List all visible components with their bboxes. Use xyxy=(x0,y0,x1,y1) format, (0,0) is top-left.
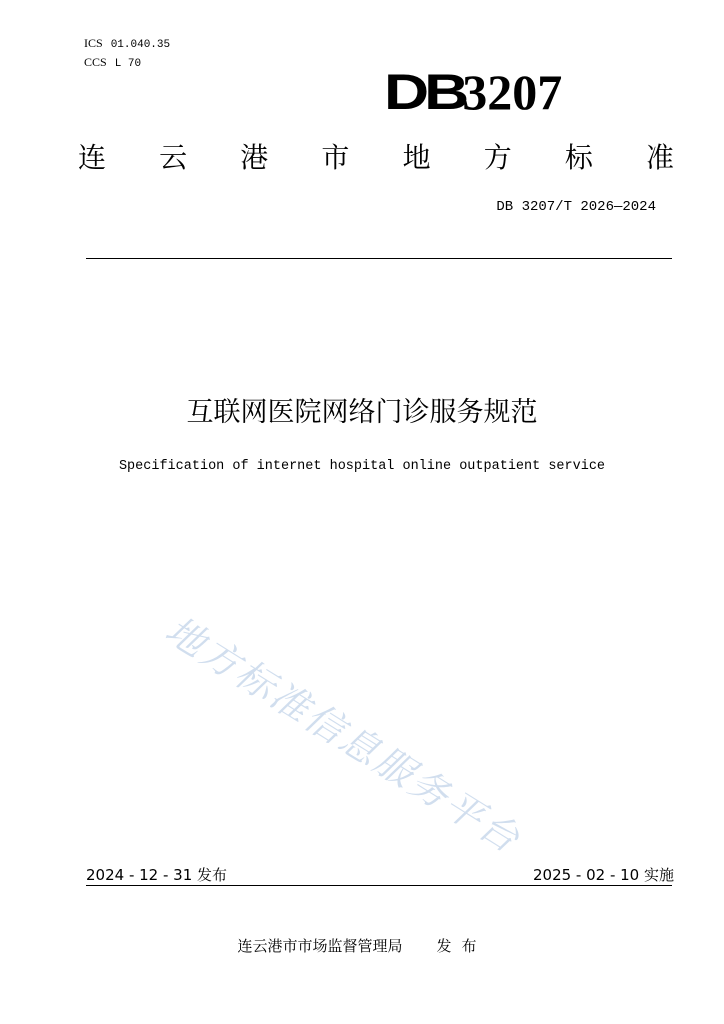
standard-type-char: 地 xyxy=(402,141,431,174)
ccs-label: CCS xyxy=(84,55,107,69)
top-divider xyxy=(86,258,672,259)
ics-value: 01.040.35 xyxy=(110,39,171,51)
standard-type-char: 标 xyxy=(564,141,593,174)
standard-type-char: 云 xyxy=(159,141,188,174)
document-title-en: Specification of internet hospital online outpatient service xyxy=(118,459,606,474)
db-logo xyxy=(384,64,624,120)
db-logo-number: 3207 xyxy=(462,64,563,120)
release-date: 2024 - 12 - 31 发布 xyxy=(86,866,228,884)
standard-type-char: 市 xyxy=(321,141,350,174)
watermark: 地方标准信息服务平台 xyxy=(157,607,529,863)
standard-type-char: 连 xyxy=(78,141,107,174)
db-logo-prefix: DB xyxy=(384,64,465,120)
standard-number: DB 3207/T 2026—2024 xyxy=(496,199,656,215)
ccs-value: L 70 xyxy=(114,58,142,70)
document-title-cn: 互联网医院网络门诊服务规范 xyxy=(186,397,538,428)
bottom-divider xyxy=(86,885,672,886)
standard-type-char: 准 xyxy=(645,141,674,174)
standard-type-char: 港 xyxy=(240,141,269,174)
standard-type-heading xyxy=(78,142,674,174)
ics-label: ICS xyxy=(84,36,103,50)
ics-code xyxy=(84,36,170,52)
issuer-name: 连云港市市场监督管理局 xyxy=(237,937,403,955)
issuer-line xyxy=(0,935,724,956)
standard-type-char: 方 xyxy=(483,141,512,174)
ccs-code xyxy=(84,55,141,71)
issuer-action: 发布 xyxy=(436,937,487,955)
implement-date: 2025 - 02 - 10 实施 xyxy=(532,866,674,884)
